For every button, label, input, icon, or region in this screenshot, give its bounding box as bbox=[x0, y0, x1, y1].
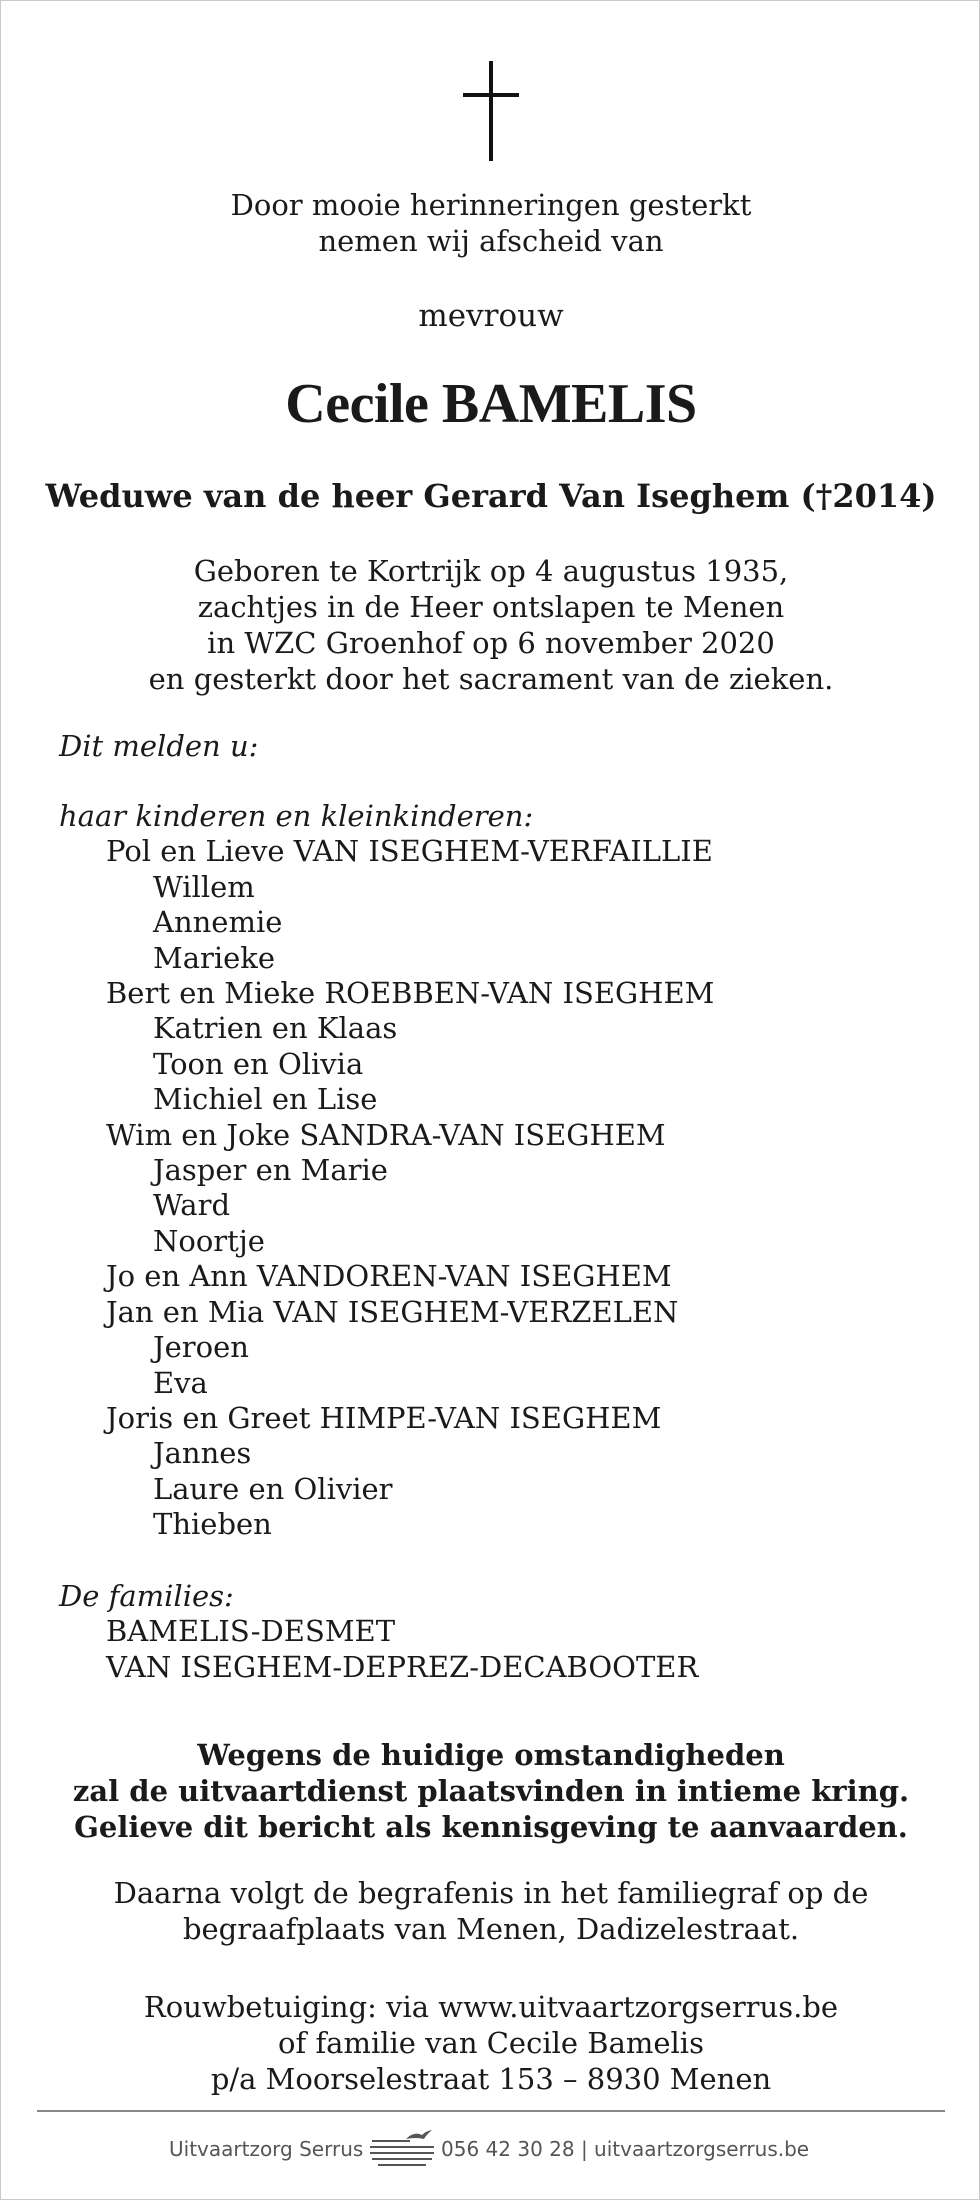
grandchild: Ward bbox=[153, 1188, 231, 1223]
grandchild: Toon en Olivia bbox=[153, 1046, 364, 1081]
grandchild: Jasper en Marie bbox=[153, 1153, 388, 1188]
widow-of-line: Weduwe van de heer Gerard Van Iseghem (†2014) bbox=[45, 477, 937, 515]
grandchild: Noortje bbox=[153, 1223, 265, 1258]
notice-line: zal de uitvaartdienst plaatsvinden in intieme kring. bbox=[72, 1774, 910, 1808]
birth-death-line: zachtjes in de Heer ontslapen te Menen bbox=[197, 590, 785, 624]
birth-death-line: in WZC Groenhof op 6 november 2020 bbox=[207, 626, 775, 660]
families-list bbox=[59, 1579, 698, 1685]
condolence-address-line: p/a Moorselestraat 153 – 8930 Menen bbox=[210, 2062, 772, 2096]
notice-line: Wegens de huidige omstandigheden bbox=[197, 1738, 785, 1772]
notice-line: Gelieve dit bericht als kennisgeving te aanvaarden. bbox=[74, 1810, 908, 1844]
grandchild: Michiel en Lise bbox=[153, 1082, 378, 1117]
child-couple: Jo en Ann VANDOREN-VAN ISEGHEM bbox=[106, 1259, 672, 1294]
child-couple: Bert en Mieke ROEBBEN-VAN ISEGHEM bbox=[106, 976, 715, 1011]
burial-line: Daarna volgt de begrafenis in het familiegraf op de bbox=[113, 1876, 869, 1910]
grandchild: Marieke bbox=[153, 940, 276, 975]
funeral-home-contact[interactable]: 056 42 30 28 | uitvaartzorgserrus.be bbox=[441, 2137, 810, 2161]
grandchild: Thieben bbox=[153, 1507, 272, 1542]
mention-heading: Dit melden u: bbox=[59, 729, 259, 763]
burial-text bbox=[1, 1875, 980, 1947]
condolence-website-line[interactable]: Rouwbetuiging: via www.uitvaartzorgserrus.be bbox=[143, 1990, 839, 2024]
birth-death-line: Geboren te Kortrijk op 4 augustus 1935, bbox=[193, 554, 789, 588]
grandchild: Laure en Olivier bbox=[153, 1471, 393, 1506]
intro-text bbox=[1, 187, 980, 259]
grandchild: Jeroen bbox=[153, 1330, 249, 1365]
bird-over-waves-icon bbox=[366, 2127, 438, 2173]
grandchild: Willem bbox=[153, 869, 255, 904]
grandchild: Katrien en Klaas bbox=[153, 1011, 398, 1046]
notice-text bbox=[1, 1737, 980, 1845]
child-couple: Pol en Lieve VAN ISEGHEM-VERFAILLIE bbox=[106, 834, 713, 869]
child-couple: Jan en Mia VAN ISEGHEM-VERZELEN bbox=[106, 1294, 679, 1329]
funeral-home-name: Uitvaartzorg Serrus bbox=[169, 2137, 364, 2161]
children-list bbox=[59, 799, 714, 1543]
footer-divider bbox=[37, 2110, 945, 2112]
condolence-line: of familie van Cecile Bamelis bbox=[278, 2026, 704, 2060]
families-heading: De families: bbox=[59, 1579, 234, 1613]
deceased-name: Cecile BAMELIS bbox=[285, 373, 697, 435]
honorific: mevrouw bbox=[418, 298, 564, 334]
condolence-text bbox=[1, 1989, 980, 2097]
burial-line: begraafplaats van Menen, Dadizelestraat. bbox=[182, 1912, 800, 1946]
birth-death-text bbox=[1, 553, 980, 697]
family-name: VAN ISEGHEM-DEPREZ-DECABOOTER bbox=[106, 1649, 699, 1684]
child-couple: Wim en Joke SANDRA-VAN ISEGHEM bbox=[106, 1117, 666, 1152]
intro-line: nemen wij afscheid van bbox=[318, 224, 664, 258]
birth-death-line: en gesterkt door het sacrament van de zieken. bbox=[148, 662, 834, 696]
cross-icon bbox=[463, 61, 519, 161]
grandchild: Eva bbox=[153, 1365, 208, 1400]
family-name: BAMELIS-DESMET bbox=[106, 1614, 396, 1649]
funeral-home-footer bbox=[1, 2127, 980, 2173]
children-heading: haar kinderen en kleinkinderen: bbox=[59, 799, 534, 833]
grandchild: Annemie bbox=[153, 905, 283, 940]
grandchild: Jannes bbox=[153, 1436, 252, 1471]
child-couple: Joris en Greet HIMPE-VAN ISEGHEM bbox=[106, 1400, 662, 1435]
intro-line: Door mooie herinneringen gesterkt bbox=[230, 188, 752, 222]
